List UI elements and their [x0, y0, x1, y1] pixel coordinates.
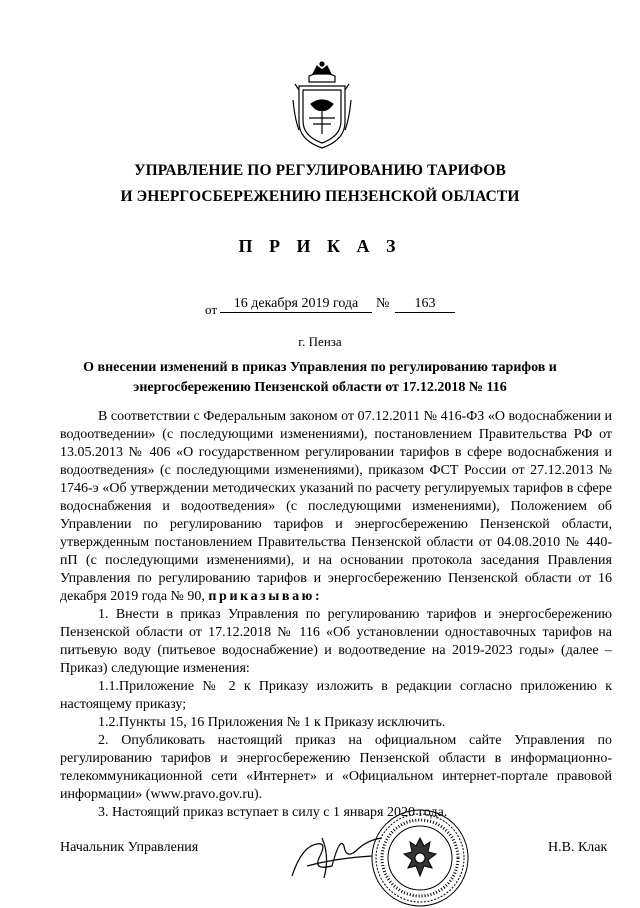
organization-name-line2: И ЭНЕРГОСБЕРЕЖЕНИЮ ПЕНЗЕНСКОЙ ОБЛАСТИ	[120, 188, 520, 205]
subject-line1: О внесении изменений в приказ Управления по регулированию тарифов и	[83, 360, 557, 375]
order-body	[60, 408, 612, 822]
item-1-1: 1.1.Приложение № 2 к Приказу изложить в редакции согласно приложению к настоящему приказу;	[60, 679, 612, 712]
order-date: 16 декабря 2019 года	[220, 296, 372, 313]
order-subject	[60, 358, 580, 398]
preamble-paragraph	[60, 408, 612, 606]
document-title: П Р И К А З	[238, 236, 402, 256]
subject-line2: энергосбережению Пензенской области от 17.12.2018 № 116	[133, 380, 507, 395]
city: г. Пенза	[298, 334, 342, 349]
item-1-2: 1.2.Пункты 15, 16 Приложения № 1 к Приказу исключить.	[98, 715, 446, 730]
organization-name-line1: УПРАВЛЕНИЕ ПО РЕГУЛИРОВАНИЮ ТАРИФОВ	[134, 162, 506, 179]
item-1: 1. Внести в приказ Управления по регулированию тарифов и энергосбережению Пензенской области от 17.12.2018 № 116 «Об установлении одноставочных тарифов на питьевую воду (питьевое водоснабжение) и водоотведение на 2019-2023 годы» (далее – Приказ) следующие изменения:	[60, 607, 612, 676]
date-prefix: от	[205, 302, 218, 317]
order-number: 163	[395, 296, 455, 313]
item-2: 2. Опубликовать настоящий приказ на официальном сайте Управления по регулированию тарифов и энергосбережению Пензенской области в информационно-телекоммуникационной сети «Интернет» и «Официальном интернет-портале правовой информации» (www.pravo.gov.ru).	[60, 733, 612, 802]
number-sign: №	[376, 296, 390, 311]
preamble-text: В соответствии с Федеральным законом от 07.12.2011 № 416-ФЗ «О водоснабжении и водоотведении» (с последующими изменениями), постановлением Правительства РФ от 13.05.2013 № 406 «О государственном регулировании тарифов в сфере водоснабжения и водоотведения» (с последующими изменениями), приказом ФСТ России от 27.12.2013 № 1746-э «Об утверждении методических указаний по расчету регулируемых тарифов в сфере водоснабжения и водоотведения» (с последующими изменениями), Положением об Управлении по регулированию тарифов и энергосбережению Пензенской области, утвержденным постановлением Правительства Пензенской области от 04.08.2010 № 440-пП (с последующими изменениями), и на основании протокола заседания Правления Управления по регулированию тарифов и энергосбережению Пензенской области от 16 декабря 2019 года № 90,	[60, 409, 612, 604]
signer-position: Начальник Управления	[60, 840, 199, 855]
signer-name: Н.В. Клак	[548, 840, 608, 855]
order-word: приказываю:	[208, 589, 323, 604]
coat-of-arms-icon	[291, 60, 353, 152]
signature-mark	[282, 826, 392, 886]
item-3: 3. Настоящий приказ вступает в силу с 1 января 2020 года.	[98, 805, 448, 820]
